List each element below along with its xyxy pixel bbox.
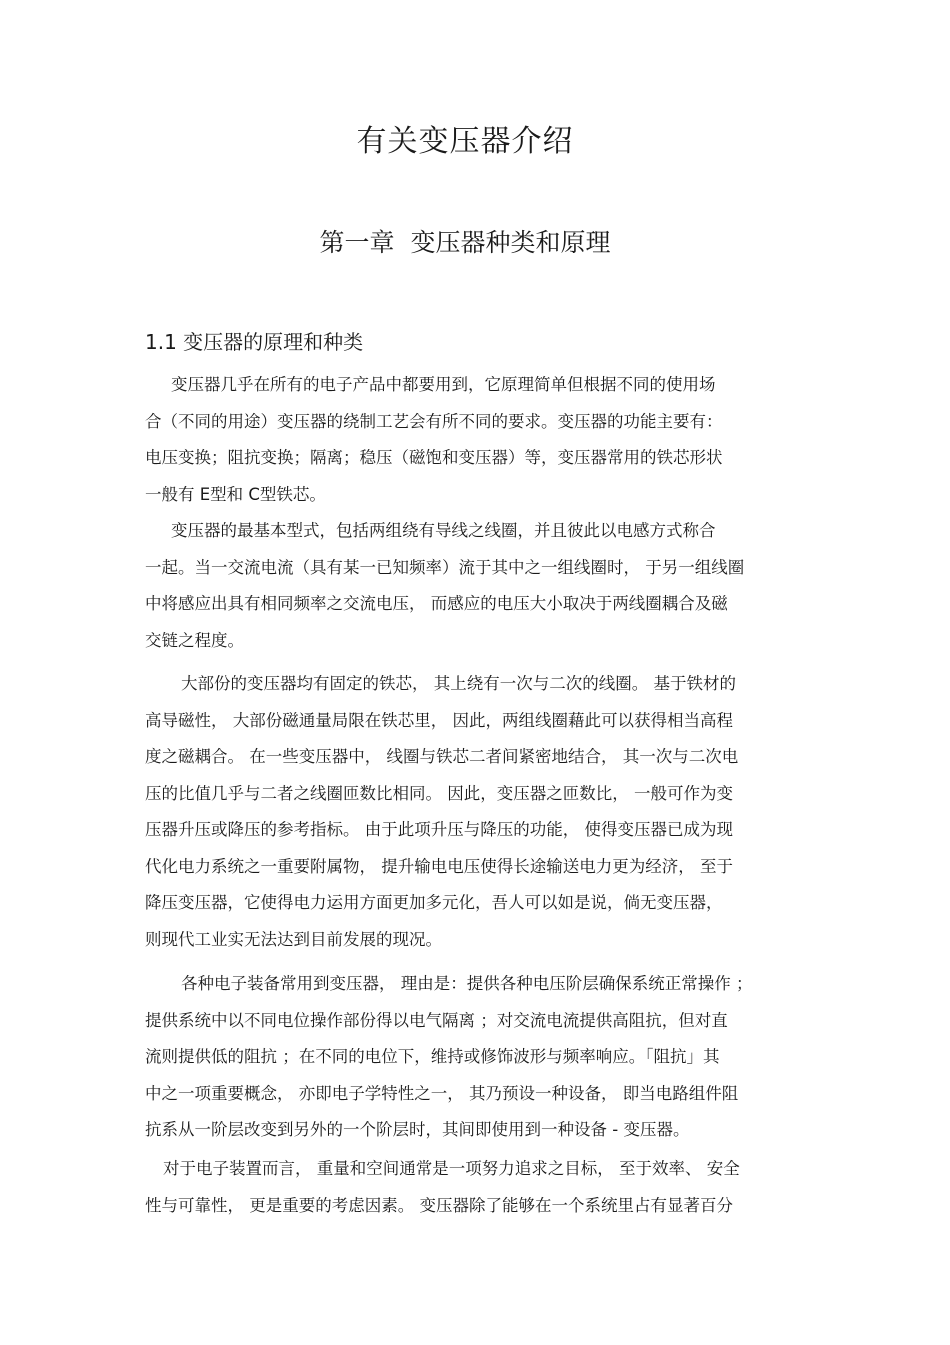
paragraph-line: 中之一项重要概念， 亦即电子学特性之一， 其乃预设一种设备， 即当电路组件阻 bbox=[145, 1083, 739, 1103]
paragraph-1 bbox=[145, 367, 810, 513]
document-title: 有关变压器介绍 bbox=[356, 124, 574, 159]
paragraph-line: 一起。当一交流电流（具有某一已知频率）流于其中之一组线圈时， 于另一组线圈 bbox=[145, 557, 745, 577]
chapter-title: 第一章 变压器种类和原理 bbox=[319, 228, 611, 257]
paragraph-line: 高导磁性， 大部份磁通量局限在铁芯里， 因此，两组线圈藉此可以获得相当高程 bbox=[145, 710, 733, 730]
paragraph-line: 压器升压或降压的参考指标。 由于此项升压与降压的功能， 使得变压器已成为现 bbox=[145, 820, 733, 839]
paragraph-line: 压的比值几乎与二者之线圈匝数比相同。 因此，变压器之匝数比， 一般可作为变 bbox=[145, 783, 733, 803]
paragraph-line: 性与可靠性， 更是重要的考虑因素。 变压器除了能够在一个系统里占有显著百分 bbox=[145, 1195, 733, 1215]
paragraph-line: 变压器几乎在所有的电子产品中都要用到，它原理简单但根据不同的使用场 bbox=[171, 375, 716, 394]
section-heading: 1.1 变压器的原理和种类 bbox=[145, 330, 364, 354]
paragraph-line: 交链之程度。 bbox=[145, 630, 244, 650]
paragraph-line: 大部份的变压器均有固定的铁芯， 其上绕有一次与二次的线圈。 基于铁材的 bbox=[181, 674, 736, 693]
paragraph-line: 则现代工业实无法达到目前发展的现况。 bbox=[145, 929, 442, 949]
paragraph-2 bbox=[145, 513, 810, 659]
paragraph-line: 流则提供低的阻抗 ；在不同的电位下，维持或修饰波形与频率响应。「阻抗」其 bbox=[145, 1047, 720, 1066]
paragraph-line: 度之磁耦合。 在一些变压器中， 线圈与铁芯二者间紧密地结合， 其一次与二次电 bbox=[145, 747, 739, 766]
paragraph-line: 各种电子装备常用到变压器， 理由是：提供各种电压阶层确保系统正常操作 ； bbox=[181, 974, 753, 993]
paragraph-3 bbox=[145, 666, 810, 958]
paragraph-4 bbox=[145, 966, 810, 1149]
paragraph-line: 抗系从一阶层改变到另外的一个阶层时，其间即使用到一种设备 - 变压器。 bbox=[145, 1120, 690, 1139]
paragraph-5 bbox=[145, 1151, 810, 1224]
paragraph-line: 对于电子装置而言， 重量和空间通常是一项努力追求之目标， 至于效率、 安全 bbox=[163, 1159, 740, 1178]
paragraph-line: 电压变换；阻抗变换；隔离；稳压（磁饱和变压器）等，变压器常用的铁芯形状 bbox=[145, 448, 723, 467]
paragraph-line: 合（不同的用途）变压器的绕制工艺会有所不同的要求。变压器的功能主要有： bbox=[145, 411, 723, 431]
paragraph-line: 一般有 E型和 C型铁芯。 bbox=[145, 484, 326, 504]
paragraph-line: 降压变压器，它使得电力运用方面更加多元化，吾人可以如是说，倘无变压器， bbox=[145, 893, 723, 912]
paragraph-line: 提供系统中以不同电位操作部份得以电气隔离 ；对交流电流提供高阻抗，但对直 bbox=[145, 1010, 728, 1030]
paragraph-line: 代化电力系统之一重要附属物， 提升输电电压使得长途输送电力更为经济， 至于 bbox=[145, 856, 733, 876]
paragraph-line: 变压器的最基本型式，包括两组绕有导线之线圈，并且彼此以电感方式称合 bbox=[171, 521, 716, 540]
paragraph-line: 中将感应出具有相同频率之交流电压， 而感应的电压大小取决于两线圈耦合及磁 bbox=[145, 594, 728, 613]
